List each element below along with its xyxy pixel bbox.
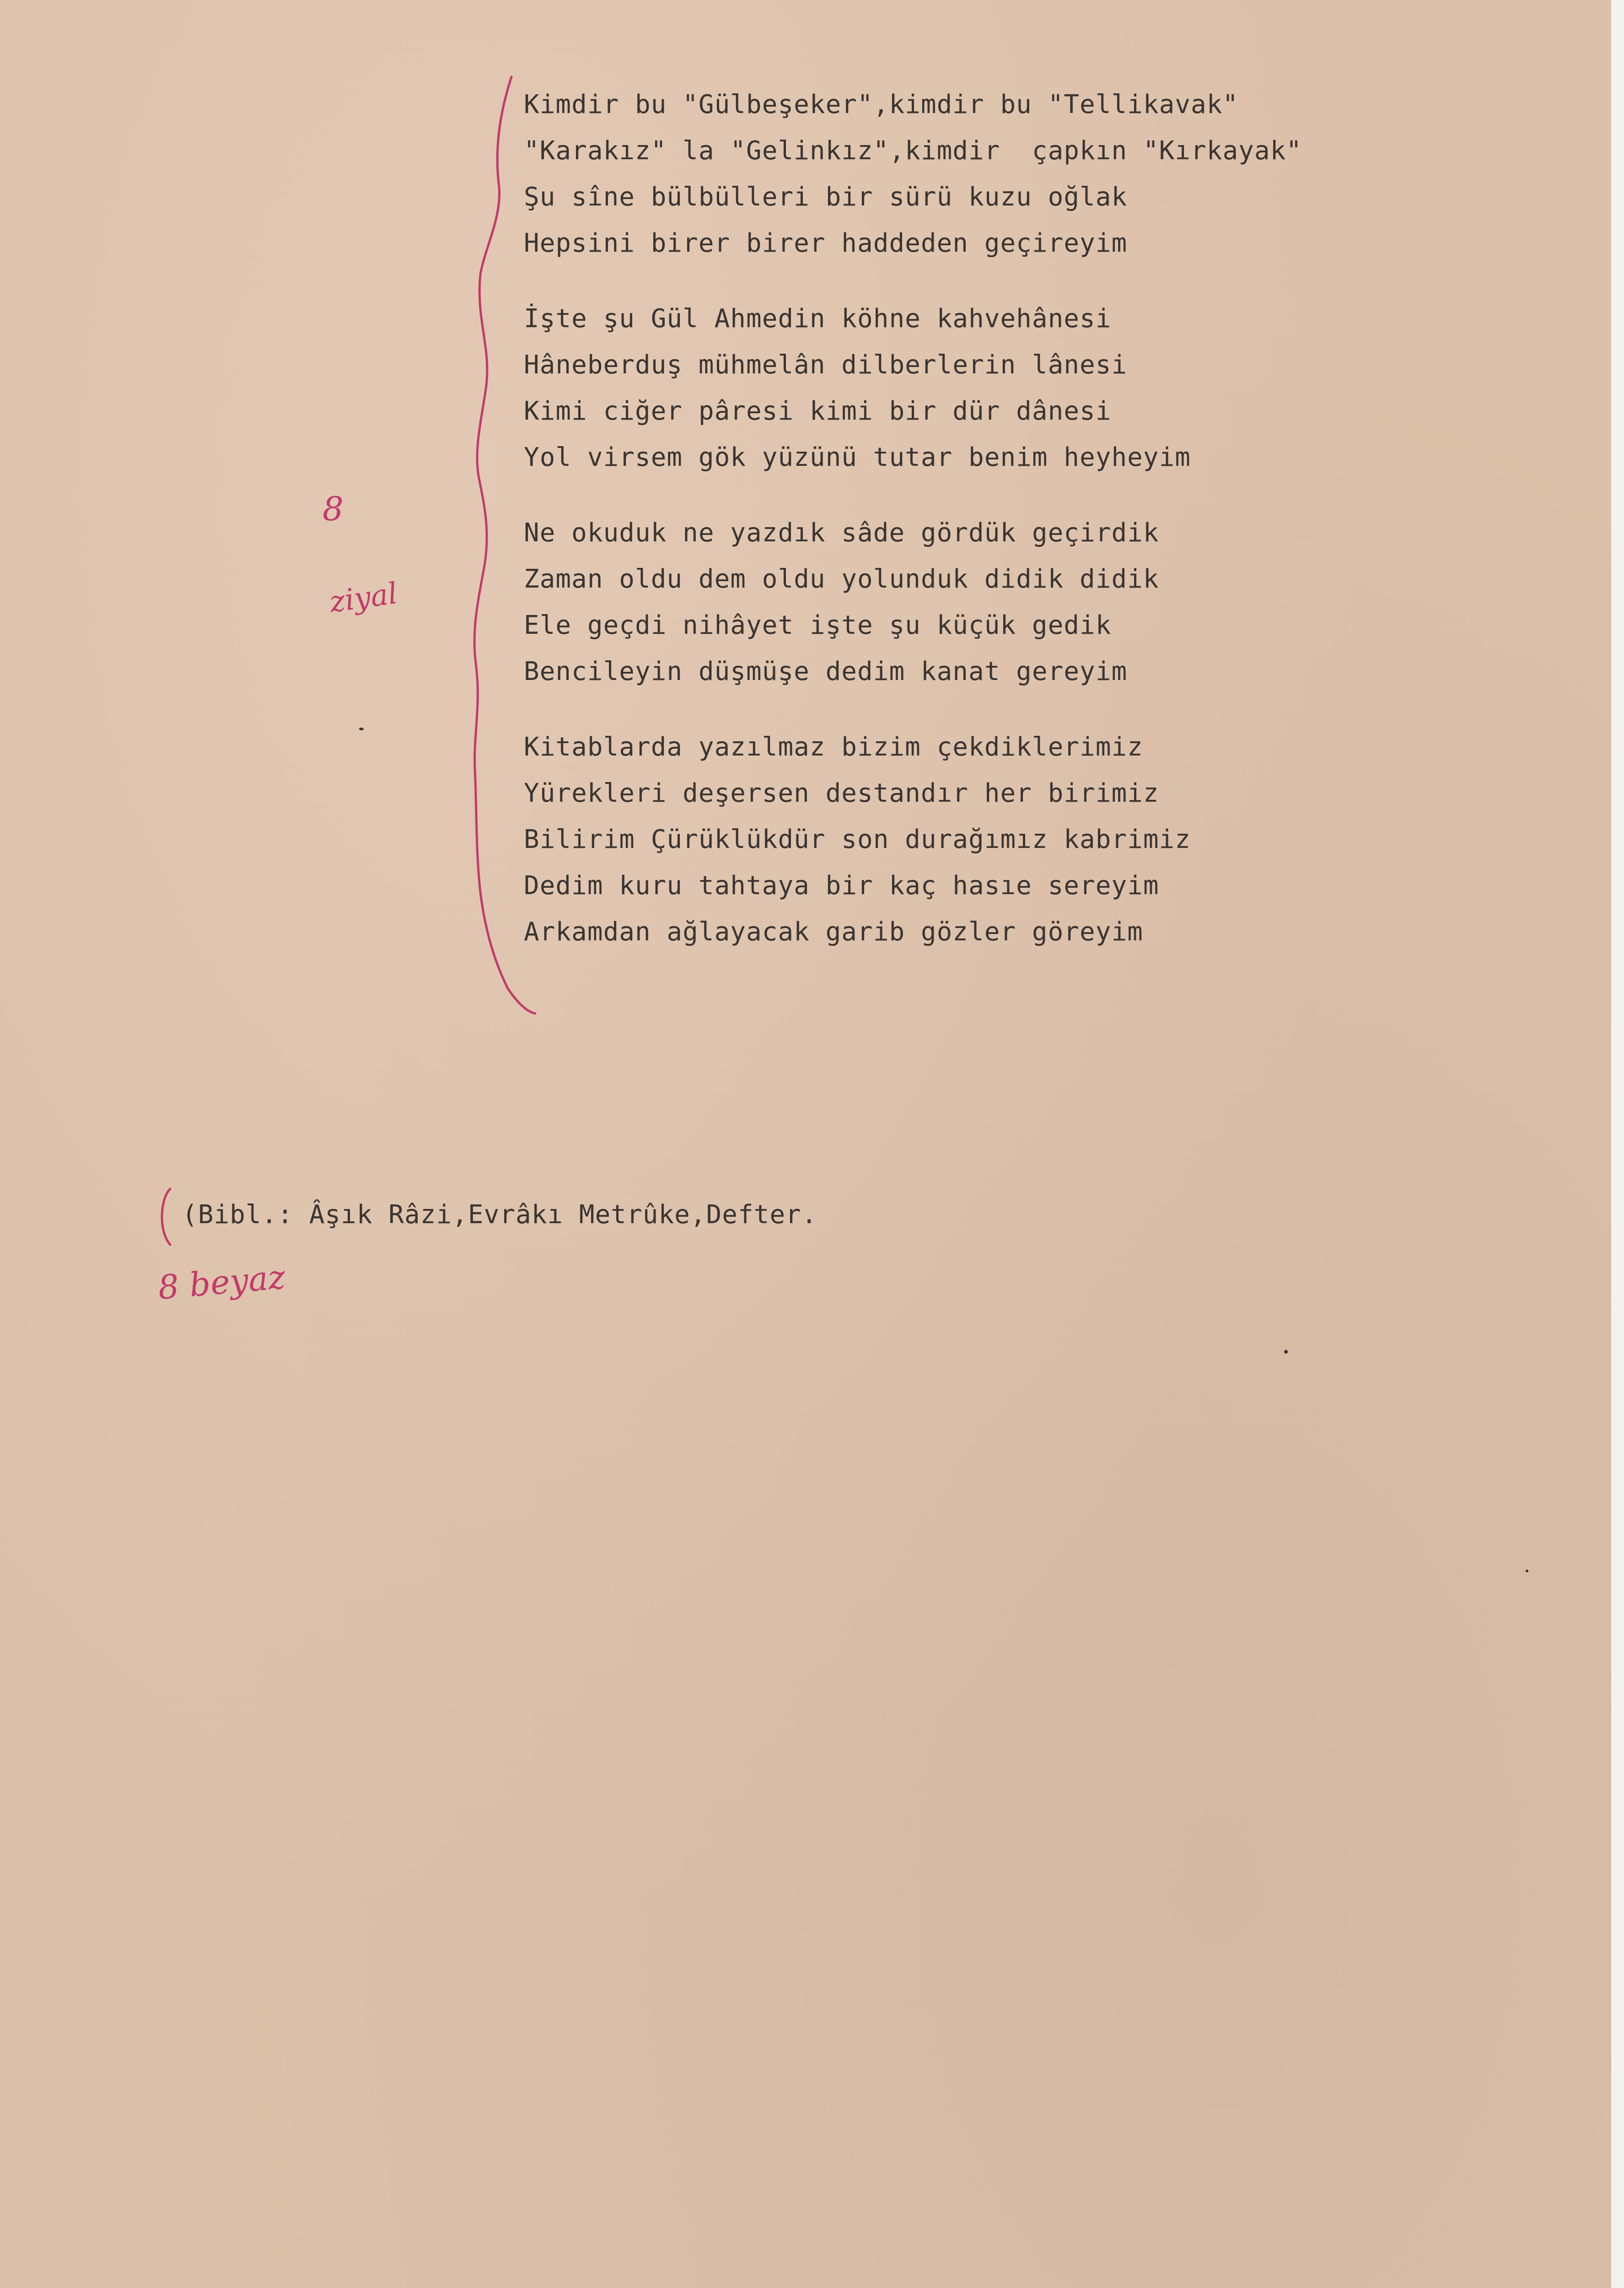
handwritten-page-note: 8 beyaz xyxy=(156,1257,287,1307)
paper-speck xyxy=(1284,1350,1288,1354)
bibliography-line: (Bibl.: Âşık Râzi,Evrâkı Metrûke,Defter. xyxy=(182,1200,817,1230)
stanza-2 xyxy=(524,296,1462,480)
poem-line: Şu sîne bülbülleri bir sürü kuzu oğlak xyxy=(524,182,1128,212)
poem-line: Bilirim Çürüklükdür son durağımız kabrimiz xyxy=(524,825,1191,854)
poem-line: Ele geçdi nihâyet işte şu küçük gedik xyxy=(524,610,1112,640)
poem-line: Yol virsem gök yüzünü tutar benim heyheyim xyxy=(524,442,1191,472)
stanza-4 xyxy=(524,724,1462,955)
poem-line: Hâneberduş mühmelân dilberlerin lânesi xyxy=(524,350,1128,380)
stanza-3 xyxy=(524,510,1462,695)
stanza-1 xyxy=(524,81,1462,266)
poem-line: Ne okuduk ne yazdık sâde gördük geçirdik xyxy=(524,518,1159,548)
poem-line: Hepsini birer birer haddeden geçireyim xyxy=(524,228,1128,258)
handwritten-note: ziyal xyxy=(327,576,400,620)
scan-edge-right xyxy=(1611,0,1624,2288)
poem-line: Bencileyin düşmüşe dedim kanat gereyim xyxy=(524,657,1128,686)
poem-line: Yürekleri deşersen destandır her birimiz xyxy=(524,778,1159,808)
poem-line: Kimdir bu "Gülbeşeker",kimdir bu "Tellikavak" xyxy=(524,90,1239,119)
poem-line: İşte şu Gül Ahmedin köhne kahvehânesi xyxy=(524,304,1112,334)
poem-body xyxy=(524,81,1462,984)
poem-line: Arkamdan ağlayacak garib gözler göreyim xyxy=(524,917,1143,947)
paper-speck xyxy=(359,728,364,730)
poem-line: Dedim kuru tahtaya bir kaç hasıe sereyim xyxy=(524,871,1159,901)
paper-speck xyxy=(1526,1570,1528,1572)
poem-line: Zaman oldu dem oldu yolunduk didik didik xyxy=(524,564,1159,594)
poem-line: Kitablarda yazılmaz bizim çekdiklerimiz xyxy=(524,732,1143,762)
poem-line: Kimi ciğer pâresi kimi bir dür dânesi xyxy=(524,396,1112,426)
poem-line: "Karakız" la "Gelinkız",kimdir çapkın "Kırkayak" xyxy=(524,136,1302,166)
handwritten-stanza-count: 8 xyxy=(323,490,344,528)
